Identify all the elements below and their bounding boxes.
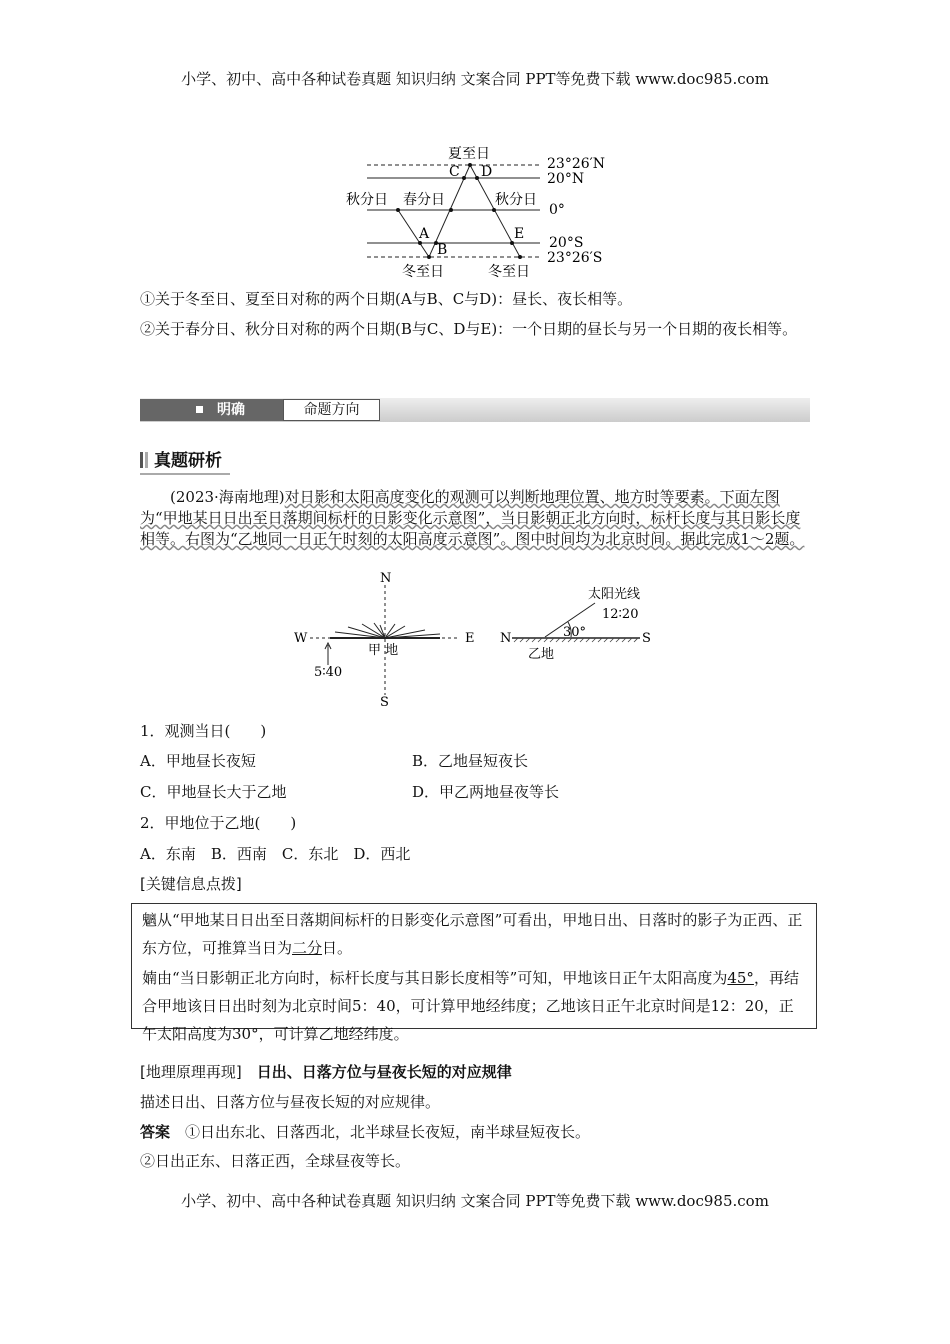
note-1: ①关于冬至日、夏至日对称的两个日期(A与B、C与D)：昼长、夜长相等。	[140, 290, 633, 308]
page-header: 小学、初中、高中各种试卷真题 知识归纳 文案合同 PPT等免费下载 www.doc985.com	[181, 70, 769, 88]
lat-label: 23°26′S	[547, 250, 603, 266]
label-c: C	[449, 164, 460, 180]
north-label-2: N	[500, 631, 512, 646]
question-2: 2．甲地位于乙地( )	[140, 814, 297, 832]
label-e: E	[514, 226, 525, 242]
section-heading	[140, 446, 230, 475]
label-b: B	[437, 242, 448, 258]
banner-dark-label: 明确	[217, 402, 245, 418]
option[interactable]: B．乙地昼短夜长	[412, 752, 529, 770]
sun-declination-diagram	[340, 140, 620, 280]
option[interactable]: A．甲地昼长夜短	[140, 752, 256, 770]
source: (2023·海南地理)	[170, 488, 285, 506]
answer-line-2: ②日出正东、日落正西，全球昼夜等长。	[140, 1152, 411, 1170]
note-2: ②关于春分日、秋分日对称的两个日期(B与C、D与E)：一个日期的昼长与另一个日期的夜长相等。	[140, 320, 798, 338]
west-label: W	[294, 631, 308, 646]
label-autumn-2: 秋分日	[495, 192, 537, 208]
south-label-2: S	[642, 631, 651, 646]
answer-label: 答案	[140, 1123, 171, 1141]
label-a: A	[419, 226, 430, 242]
answer-line-1	[140, 1117, 812, 1147]
key-title: [关键信息点拨]	[140, 875, 242, 893]
yi-label: 乙地	[528, 647, 555, 662]
label-spring: 春分日	[403, 192, 445, 208]
text: 日。	[322, 939, 353, 957]
key-info-box	[131, 903, 817, 1043]
lat-label: 20°N	[547, 171, 585, 187]
option[interactable]: C．甲地昼长大于乙地	[140, 783, 287, 801]
jia-label: 甲 地	[368, 643, 399, 658]
key-point-1	[142, 906, 806, 962]
underlined: 45°	[727, 969, 754, 987]
principle-title: [地理原理再现]	[140, 1063, 242, 1081]
answer-1: ①日出东北、日落西北，北半球昼长夜短，南半球昼短夜长。	[185, 1123, 591, 1141]
banner-white-label: 命题方向	[283, 399, 380, 421]
lat-label: 20°S	[549, 235, 584, 251]
question-1: 1．观测当日( )	[140, 722, 267, 740]
options[interactable]: A．东南 B．西南 C．东北 D．西北	[140, 845, 411, 863]
text: 魑从“甲地某日日出至日落期间标杆的日影变化示意图”可看出，甲地日出、日落时的影子为正西、正东方位，可推算当日为	[142, 911, 803, 957]
option[interactable]: D．甲乙两地昼夜等长	[412, 783, 560, 801]
label-autumn-1: 秋分日	[346, 192, 388, 208]
text: ，再结合甲地该日日出时刻为北京时间5：40，可计算甲地经纬度；乙地该日正午北京时间是12：20，正午太阳高度为30°，可计算乙地经纬度。	[142, 969, 799, 1043]
lat-label: 0°	[549, 202, 565, 218]
sunrise-time: 5∶40	[314, 665, 343, 680]
intro-paragraph	[140, 487, 812, 550]
lat-label: 23°26′N	[547, 156, 606, 172]
underlined: 二分	[292, 939, 323, 957]
east-label: E	[465, 631, 475, 646]
shadow-diagrams	[280, 570, 660, 710]
south-label: S	[380, 695, 389, 710]
page-footer: 小学、初中、高中各种试卷真题 知识归纳 文案合同 PPT等免费下载 www.doc985.com	[181, 1192, 769, 1210]
square-icon	[196, 406, 203, 413]
sunray-label: 太阳光线	[588, 587, 641, 602]
key-point-2	[142, 964, 806, 1048]
principle-heading	[140, 1057, 812, 1087]
north-label: N	[380, 571, 392, 586]
section-banner	[140, 398, 810, 422]
noon-time: 12∶20	[602, 607, 639, 622]
section-title: 真题研析	[154, 451, 222, 471]
label-d: D	[481, 164, 493, 180]
label-winter-2: 冬至日	[488, 264, 530, 280]
text: 婻由“当日影朝正北方向时，标杆长度与其日影长度相等”可知，甲地该日正午太阳高度为	[142, 969, 728, 987]
principle-question: 描述日出、日落方位与昼夜长短的对应规律。	[140, 1093, 441, 1111]
principle-subtitle: 日出、日落方位与昼夜长短的对应规律	[256, 1063, 512, 1081]
label-winter-1: 冬至日	[402, 264, 444, 280]
angle-label: 30°	[563, 625, 587, 640]
intro-text: 对日影和太阳高度变化的观测可以判断地理位置、地方时等要素。下面左图为“甲地某日日出至日落期间标杆的日影变化示意图”，当日影朝正北方向时，标杆长度与其日影长度相等。右图为“乙地同一日正午时刻的太阳高度示意图”。图中时间均为北京时间。据此完成1～2题。	[140, 488, 805, 548]
label-summer-solstice: 夏至日	[448, 146, 490, 162]
